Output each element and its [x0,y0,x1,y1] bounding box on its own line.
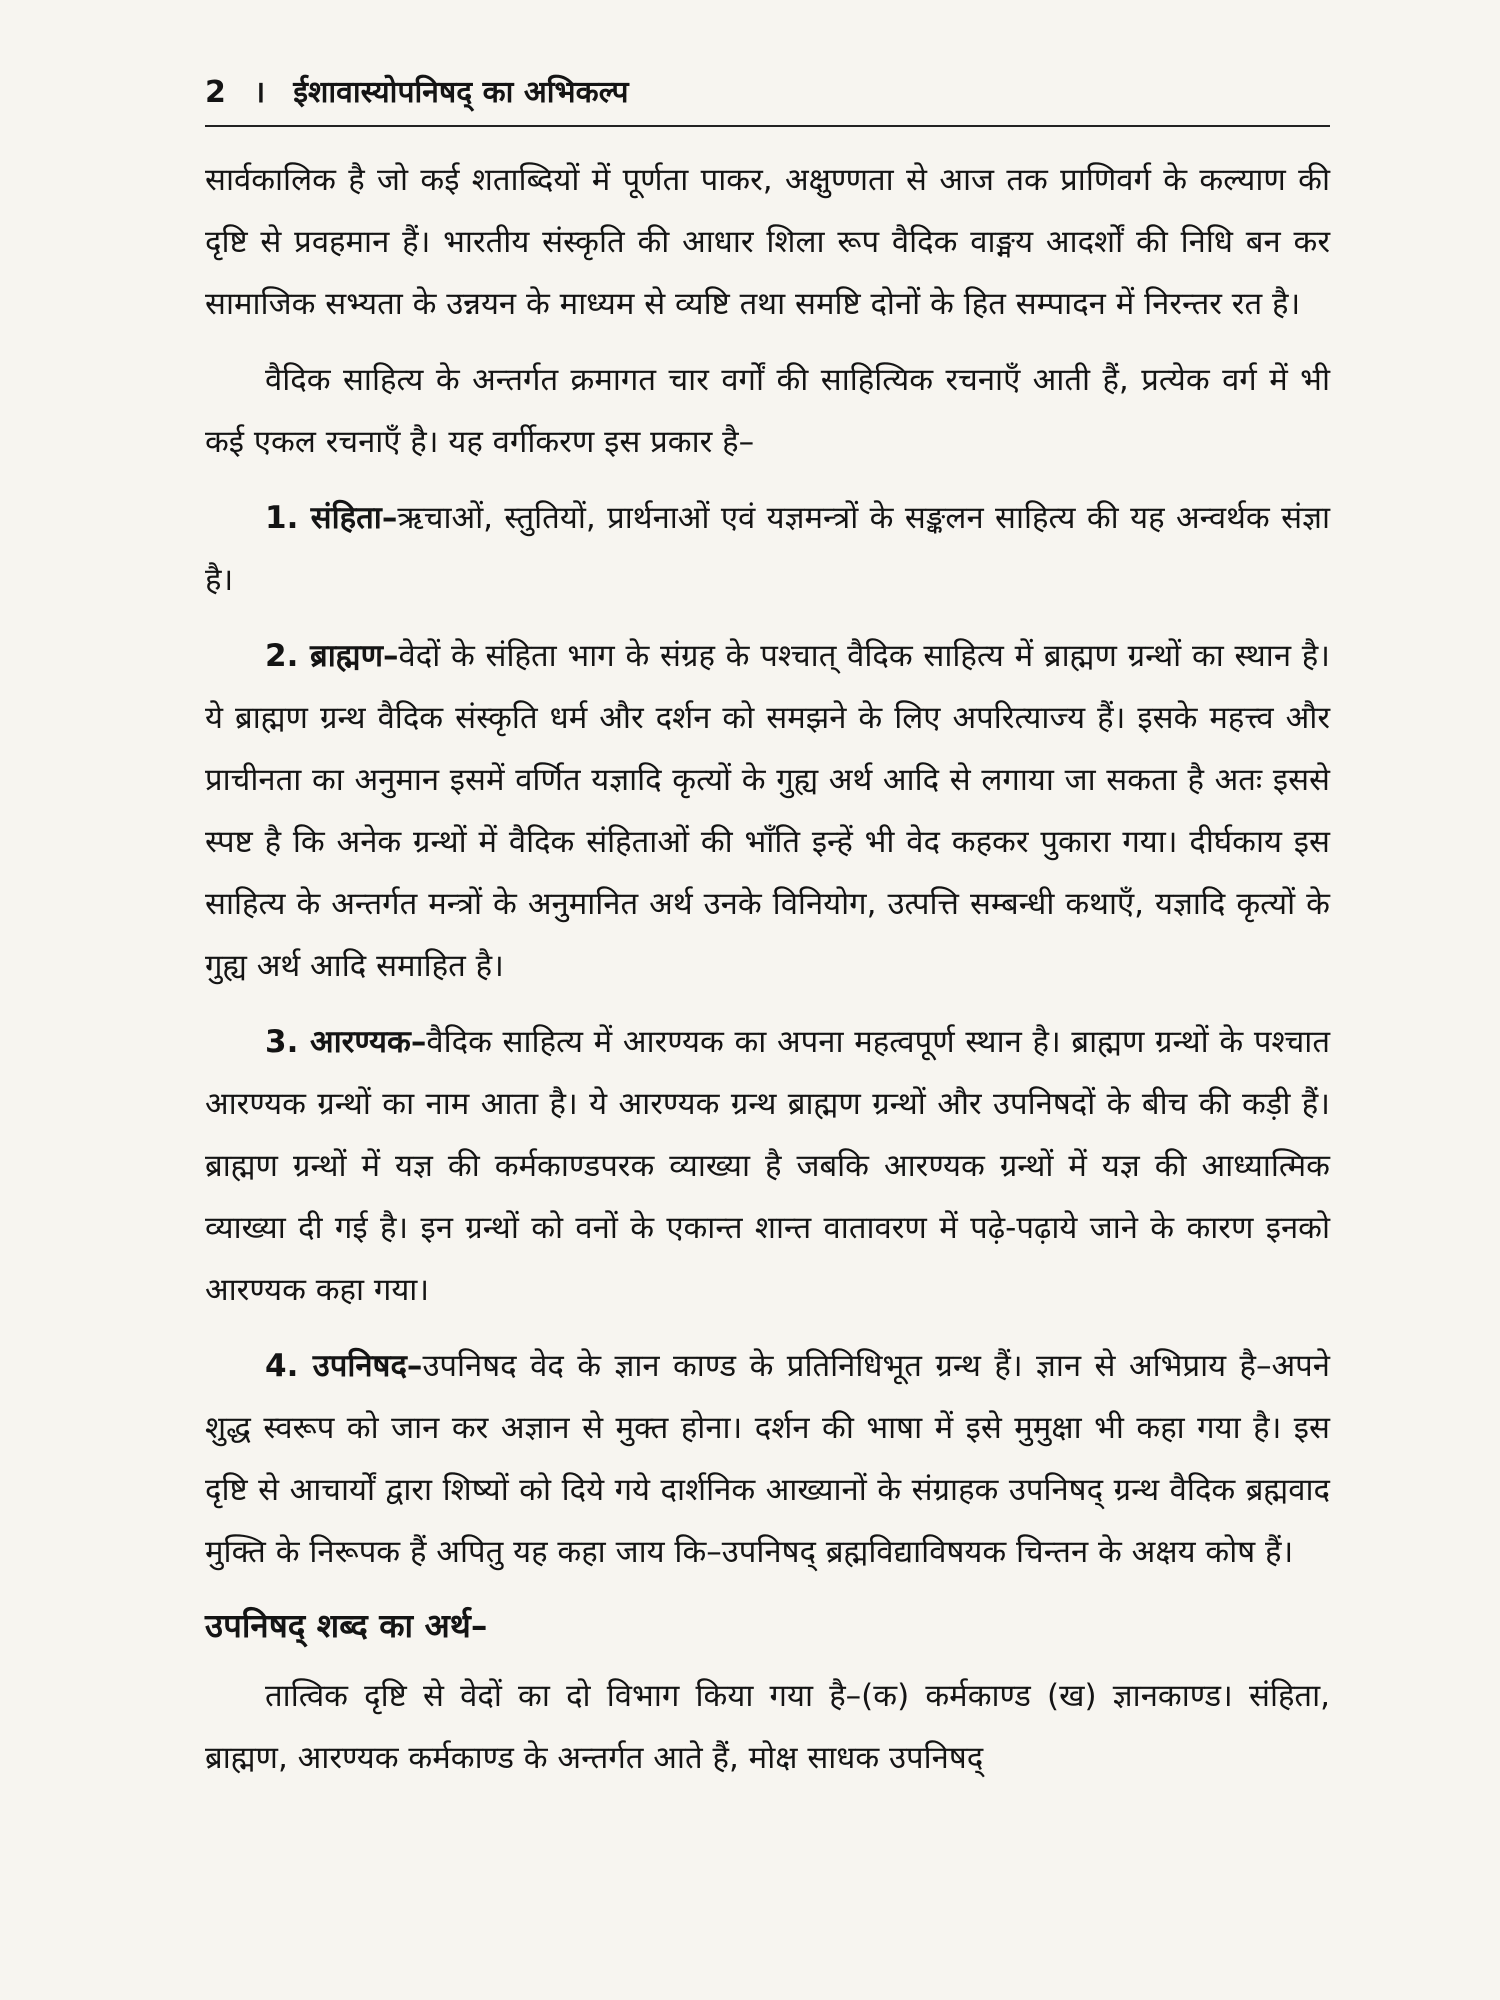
paragraph-intro: सार्वकालिक है जो कई शताब्दियों में पूर्णता पाकर, अक्षुण्णता से आज तक प्राणिवर्ग के कल्याण की दृष्टि से प्रवहमान हैं। भारतीय संस्कृति की आधार शिला रूप वैदिक वाङ्मय आदर्शों की निधि बन कर सामाजिक सभ्यता के उन्नयन के माध्यम से व्यष्टि तथा समष्टि दोनों के हित सम्पादन में निरन्तर रत है। [205,162,1330,322]
term-upanishad: 4. उपनिषद– [265,1348,423,1384]
section-aranyaka [205,1011,1330,1321]
term-samhita: 1. संहिता– [265,500,398,536]
subheading-meaning: उपनिषद् शब्द का अर्थ– [205,1606,488,1645]
header-separator: । [253,75,266,110]
term-brahmana: 2. ब्राह्मण– [265,638,399,674]
term-aranyaka: 3. आरण्यक– [265,1024,427,1060]
paragraph-final: तात्विक दृष्टि से वेदों का दो विभाग किया गया है–(क) कर्मकाण्ड (ख) ज्ञानकाण्ड। संहिता, ब्राह्मण, आरण्यक कर्मकाण्ड के अन्तर्गत आते हैं, मोक्ष साधक उपनिषद् [205,1678,1330,1776]
text-upanishad: उपनिषद वेद के ज्ञान काण्ड के प्रतिनिधिभूत ग्रन्थ हैं। ज्ञान से अभिप्राय है–अपने शुद्ध स्वरूप को जान कर अज्ञान से मुक्त होना। दर्शन की भाषा में इसे मुमुक्षा भी कहा गया है। इस दृष्टि से आचार्यों द्वारा शिष्यों को दिये गये दार्शनिक आख्यानों के संग्राहक उपनिषद् ग्रन्थ वैदिक ब्रह्मवाद मुक्ति के निरूपक हैं अपितु यह कहा जाय कि–उपनिषद् ब्रह्मविद्याविषयक चिन्तन के अक्षय कोष हैं। [205,1348,1330,1570]
page-number: 2 [205,75,226,110]
running-header [205,70,1330,127]
text-aranyaka: वैदिक साहित्य में आरण्यक का अपना महत्वपूर्ण स्थान है। ब्राह्मण ग्रन्थों के पश्चात आरण्यक ग्रन्थों का नाम आता है। ये आरण्यक ग्रन्थ ब्राह्मण ग्रन्थों और उपनिषदों के बीच की कड़ी हैं। ब्राह्मण ग्रन्थों में यज्ञ की कर्मकाण्डपरक व्याख्या है जबकि आरण्यक ग्रन्थों में यज्ञ की आध्यात्मिक व्याख्या दी गई है। इन ग्रन्थों को वनों के एकान्त शान्त वातावरण में पढ़े-पढ़ाये जाने के कारण इनको आरण्यक कहा गया। [205,1024,1330,1308]
text-brahmana: वेदों के संहिता भाग के संग्रह के पश्चात् वैदिक साहित्य में ब्राह्मण ग्रन्थों का स्थान है। ये ब्राह्मण ग्रन्थ वैदिक संस्कृति धर्म और दर्शन को समझने के लिए अपरित्याज्य हैं। इसके महत्त्व और प्राचीनता का अनुमान इसमें वर्णित यज्ञादि कृत्यों के गुह्य अर्थ आदि से लगाया जा सकता है अतः इससे स्पष्ट है कि अनेक ग्रन्थों में वैदिक संहिताओं की भाँति इन्हें भी वेद कहकर पुकारा गया। दीर्घकाय इस साहित्य के अन्तर्गत मन्त्रों के अनुमानित अर्थ उनके विनियोग, उत्पत्ति सम्बन्धी कथाएँ, यज्ञादि कृत्यों के गुह्य अर्थ आदि समाहित है। [205,638,1330,984]
paragraph-classification: वैदिक साहित्य के अन्तर्गत क्रमागत चार वर्गों की साहित्यिक रचनाएँ आती हैं, प्रत्येक वर्ग में भी कई एकल रचनाएँ है। यह वर्गीकरण इस प्रकार है– [205,362,1330,460]
section-brahmana [205,625,1330,997]
text-samhita: ऋचाओं, स्तुतियों, प्रार्थनाओं एवं यज्ञमन्त्रों के सङ्कलन साहित्य की यह अन्वर्थक संज्ञा है। [205,500,1330,598]
section-samhita [205,487,1330,611]
page-content [205,149,1330,1789]
section-upanishad [205,1335,1330,1583]
book-title: ईशावास्योपनिषद् का अभिकल्प [293,75,629,110]
